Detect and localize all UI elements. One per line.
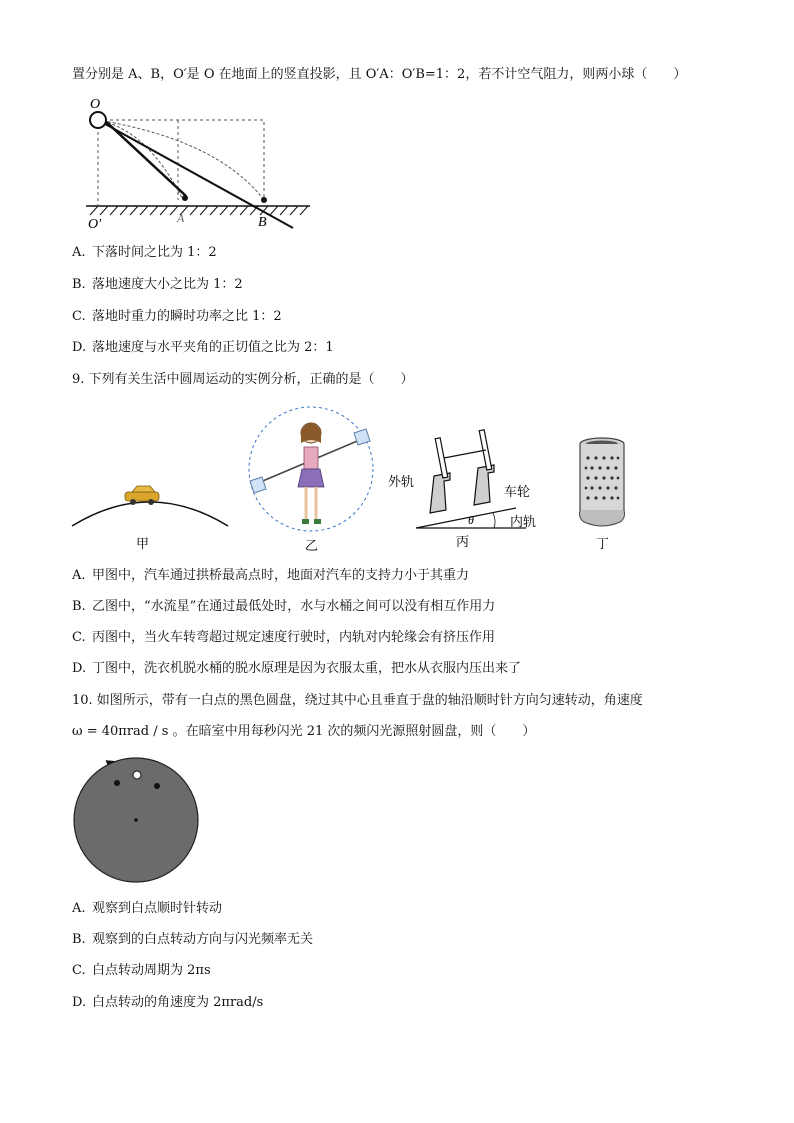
q10-rotating-disk-figure	[70, 754, 210, 884]
q9-option-c[interactable]: C. 丙图中，当火车转弯超过规定速度行驶时，内轨对内轮缘会有挤压作用	[72, 630, 496, 645]
q9-option-a[interactable]: A. 甲图中，汽车通过拱桥最高点时，地面对汽车的支持力小于其重力	[72, 568, 470, 583]
q9-figure-bing-banked-rail	[386, 418, 546, 553]
caption-ding: 丁	[596, 537, 610, 552]
label-inner-rail: 内轨	[510, 515, 537, 530]
q10-option-a[interactable]: A. 观察到白点顺时针转动	[72, 901, 223, 916]
caption-yi: 乙	[305, 539, 319, 554]
q9-figure-yi-water-meteor	[244, 403, 384, 553]
q8-option-d[interactable]: D. 落地速度与水平夹角的正切值之比为 2：1	[72, 340, 334, 355]
label-wheel: 车轮	[504, 485, 531, 500]
white-dot	[133, 771, 141, 779]
q8-projectile-figure	[78, 97, 318, 235]
label-B: B	[258, 215, 267, 230]
caption-bing: 丙	[456, 535, 470, 550]
label-O: O	[90, 97, 101, 112]
girl-figure-icon	[298, 423, 324, 524]
q10-stem-line1: 10. 如图所示，带有一白点的黑色圆盘，绕过其中心且垂直于盘的轴沿顺时针方向匀速转动，角速度	[72, 693, 643, 708]
label-A: A	[177, 211, 185, 225]
q10-stem-line2: ω = 40πrad / s 。在暗室中用每秒闪光 21 次的频闪光源照射圆盘，则（ ）	[72, 724, 536, 739]
q10-option-d[interactable]: D. 白点转动的角速度为 2πrad/s	[72, 995, 264, 1010]
q10-option-b[interactable]: B. 观察到的白点转动方向与闪光频率无关	[72, 932, 314, 947]
q9-figure-ding-spin-drum	[574, 436, 634, 551]
q8-stem: 置分别是 A、B，O′是 O 在地面上的竖直投影，且 O′A：O′B=1：2，若不计空气阻力，则两小球（ ）	[72, 67, 687, 82]
q8-option-a[interactable]: A. 下落时间之比为 1：2	[72, 245, 217, 260]
label-theta: θ	[468, 513, 474, 527]
q9-figure-jia-arch-bridge	[70, 480, 230, 550]
label-outer-rail: 外轨	[388, 475, 415, 490]
q9-stem: 9. 下列有关生活中圆周运动的实例分析，正确的是（ ）	[72, 372, 414, 387]
disk-center	[134, 818, 138, 822]
label-O-prime: O′	[88, 217, 102, 232]
q9-option-d[interactable]: D. 丁图中，洗衣机脱水桶的脱水原理是因为衣服太重，把水从衣服内压出来了	[72, 661, 522, 676]
caption-jia: 甲	[136, 537, 150, 552]
drum-icon	[580, 438, 625, 526]
q10-option-c[interactable]: C. 白点转动周期为 2πs	[72, 963, 211, 978]
q8-option-b[interactable]: B. 落地速度大小之比为 1：2	[72, 277, 243, 292]
q8-option-c[interactable]: C. 落地时重力的瞬时功率之比 1：2	[72, 309, 282, 324]
q9-option-b[interactable]: B. 乙图中，“水流星”在通过最低处时，水与水桶之间可以没有相互作用力	[72, 599, 496, 614]
